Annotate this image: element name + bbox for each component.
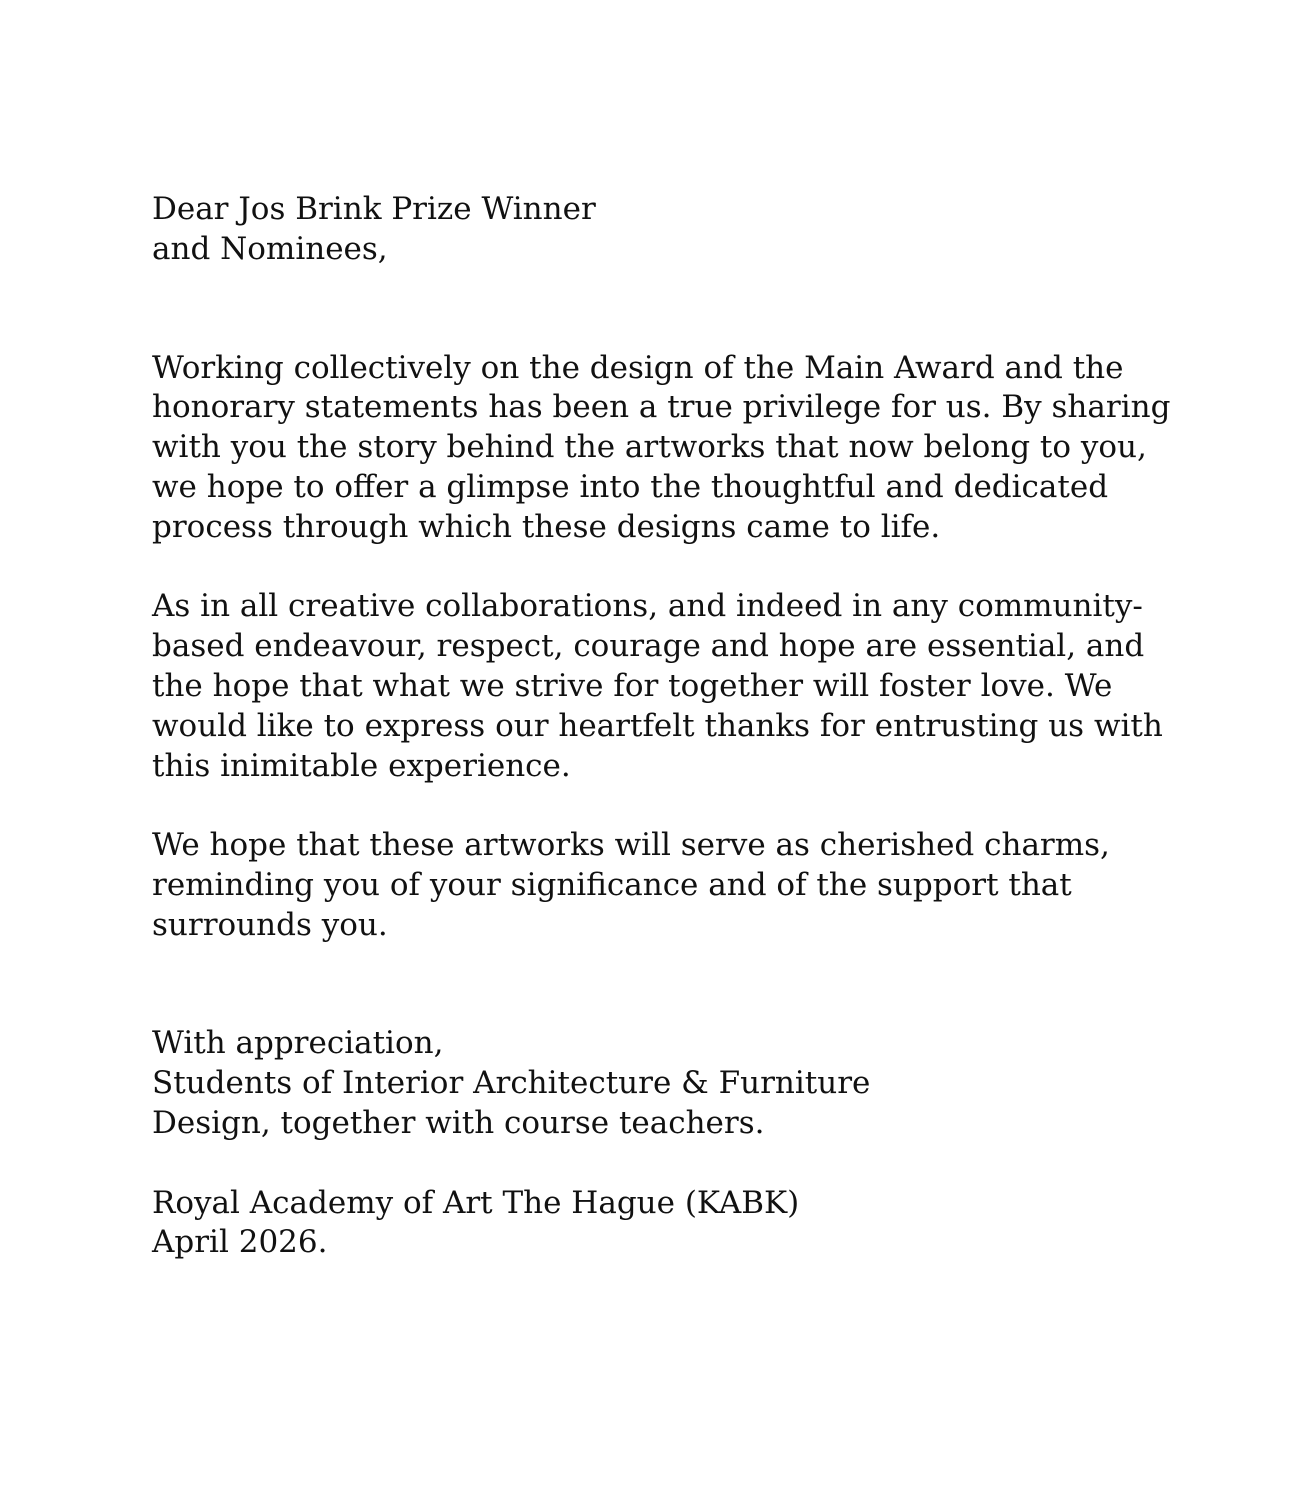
paragraph-line: based endeavour, respect, courage and hope are essential, and: [152, 628, 1145, 665]
paragraph-line: Working collectively on the design of the Main Award and the: [152, 349, 1124, 386]
paragraph-line: the hope that what we strive for together will foster love. We: [152, 667, 1113, 704]
paragraph-line: We hope that these artworks will serve as cherished charms,: [152, 827, 1110, 864]
signoff-line: Students of Interior Architecture & Furniture: [152, 1065, 871, 1102]
paragraph-2: [152, 587, 1192, 786]
paragraph-line: with you the story behind the artworks that now belong to you,: [152, 429, 1147, 466]
paragraph-line: would like to express our heartfelt thanks for entrusting us with: [152, 707, 1163, 744]
signoff-line: With appreciation,: [152, 1025, 444, 1062]
paragraph-line: As in all creative collaborations, and indeed in any community-: [152, 588, 1143, 625]
signoff-line: Design, together with course teachers.: [152, 1104, 765, 1141]
paragraph-line: we hope to offer a glimpse into the thoughtful and dedicated: [152, 468, 1109, 505]
paragraph-line: surrounds you.: [152, 906, 388, 943]
paragraph-line: this inimitable experience.: [152, 747, 571, 784]
greeting-line: and Nominees,: [152, 230, 388, 267]
paragraph-1: [152, 349, 1192, 548]
institution-block: [152, 1184, 1192, 1264]
signoff: [152, 1024, 1192, 1143]
paragraph-3: [152, 826, 1192, 945]
closing-spacer: [152, 985, 1192, 1024]
institution-name: Royal Academy of Art The Hague (KABK): [152, 1184, 800, 1221]
letter-body: [152, 190, 1192, 1263]
greeting: [152, 190, 1192, 270]
paragraph-line: reminding you of your significance and of the support that: [152, 866, 1072, 903]
paragraph-line: honorary statements has been a true privilege for us. By sharing: [152, 389, 1171, 426]
greeting-line: Dear Jos Brink Prize Winner: [152, 191, 596, 227]
paragraph-line: process through which these designs came to life.: [152, 508, 941, 545]
letter-date: April 2026.: [152, 1224, 328, 1261]
